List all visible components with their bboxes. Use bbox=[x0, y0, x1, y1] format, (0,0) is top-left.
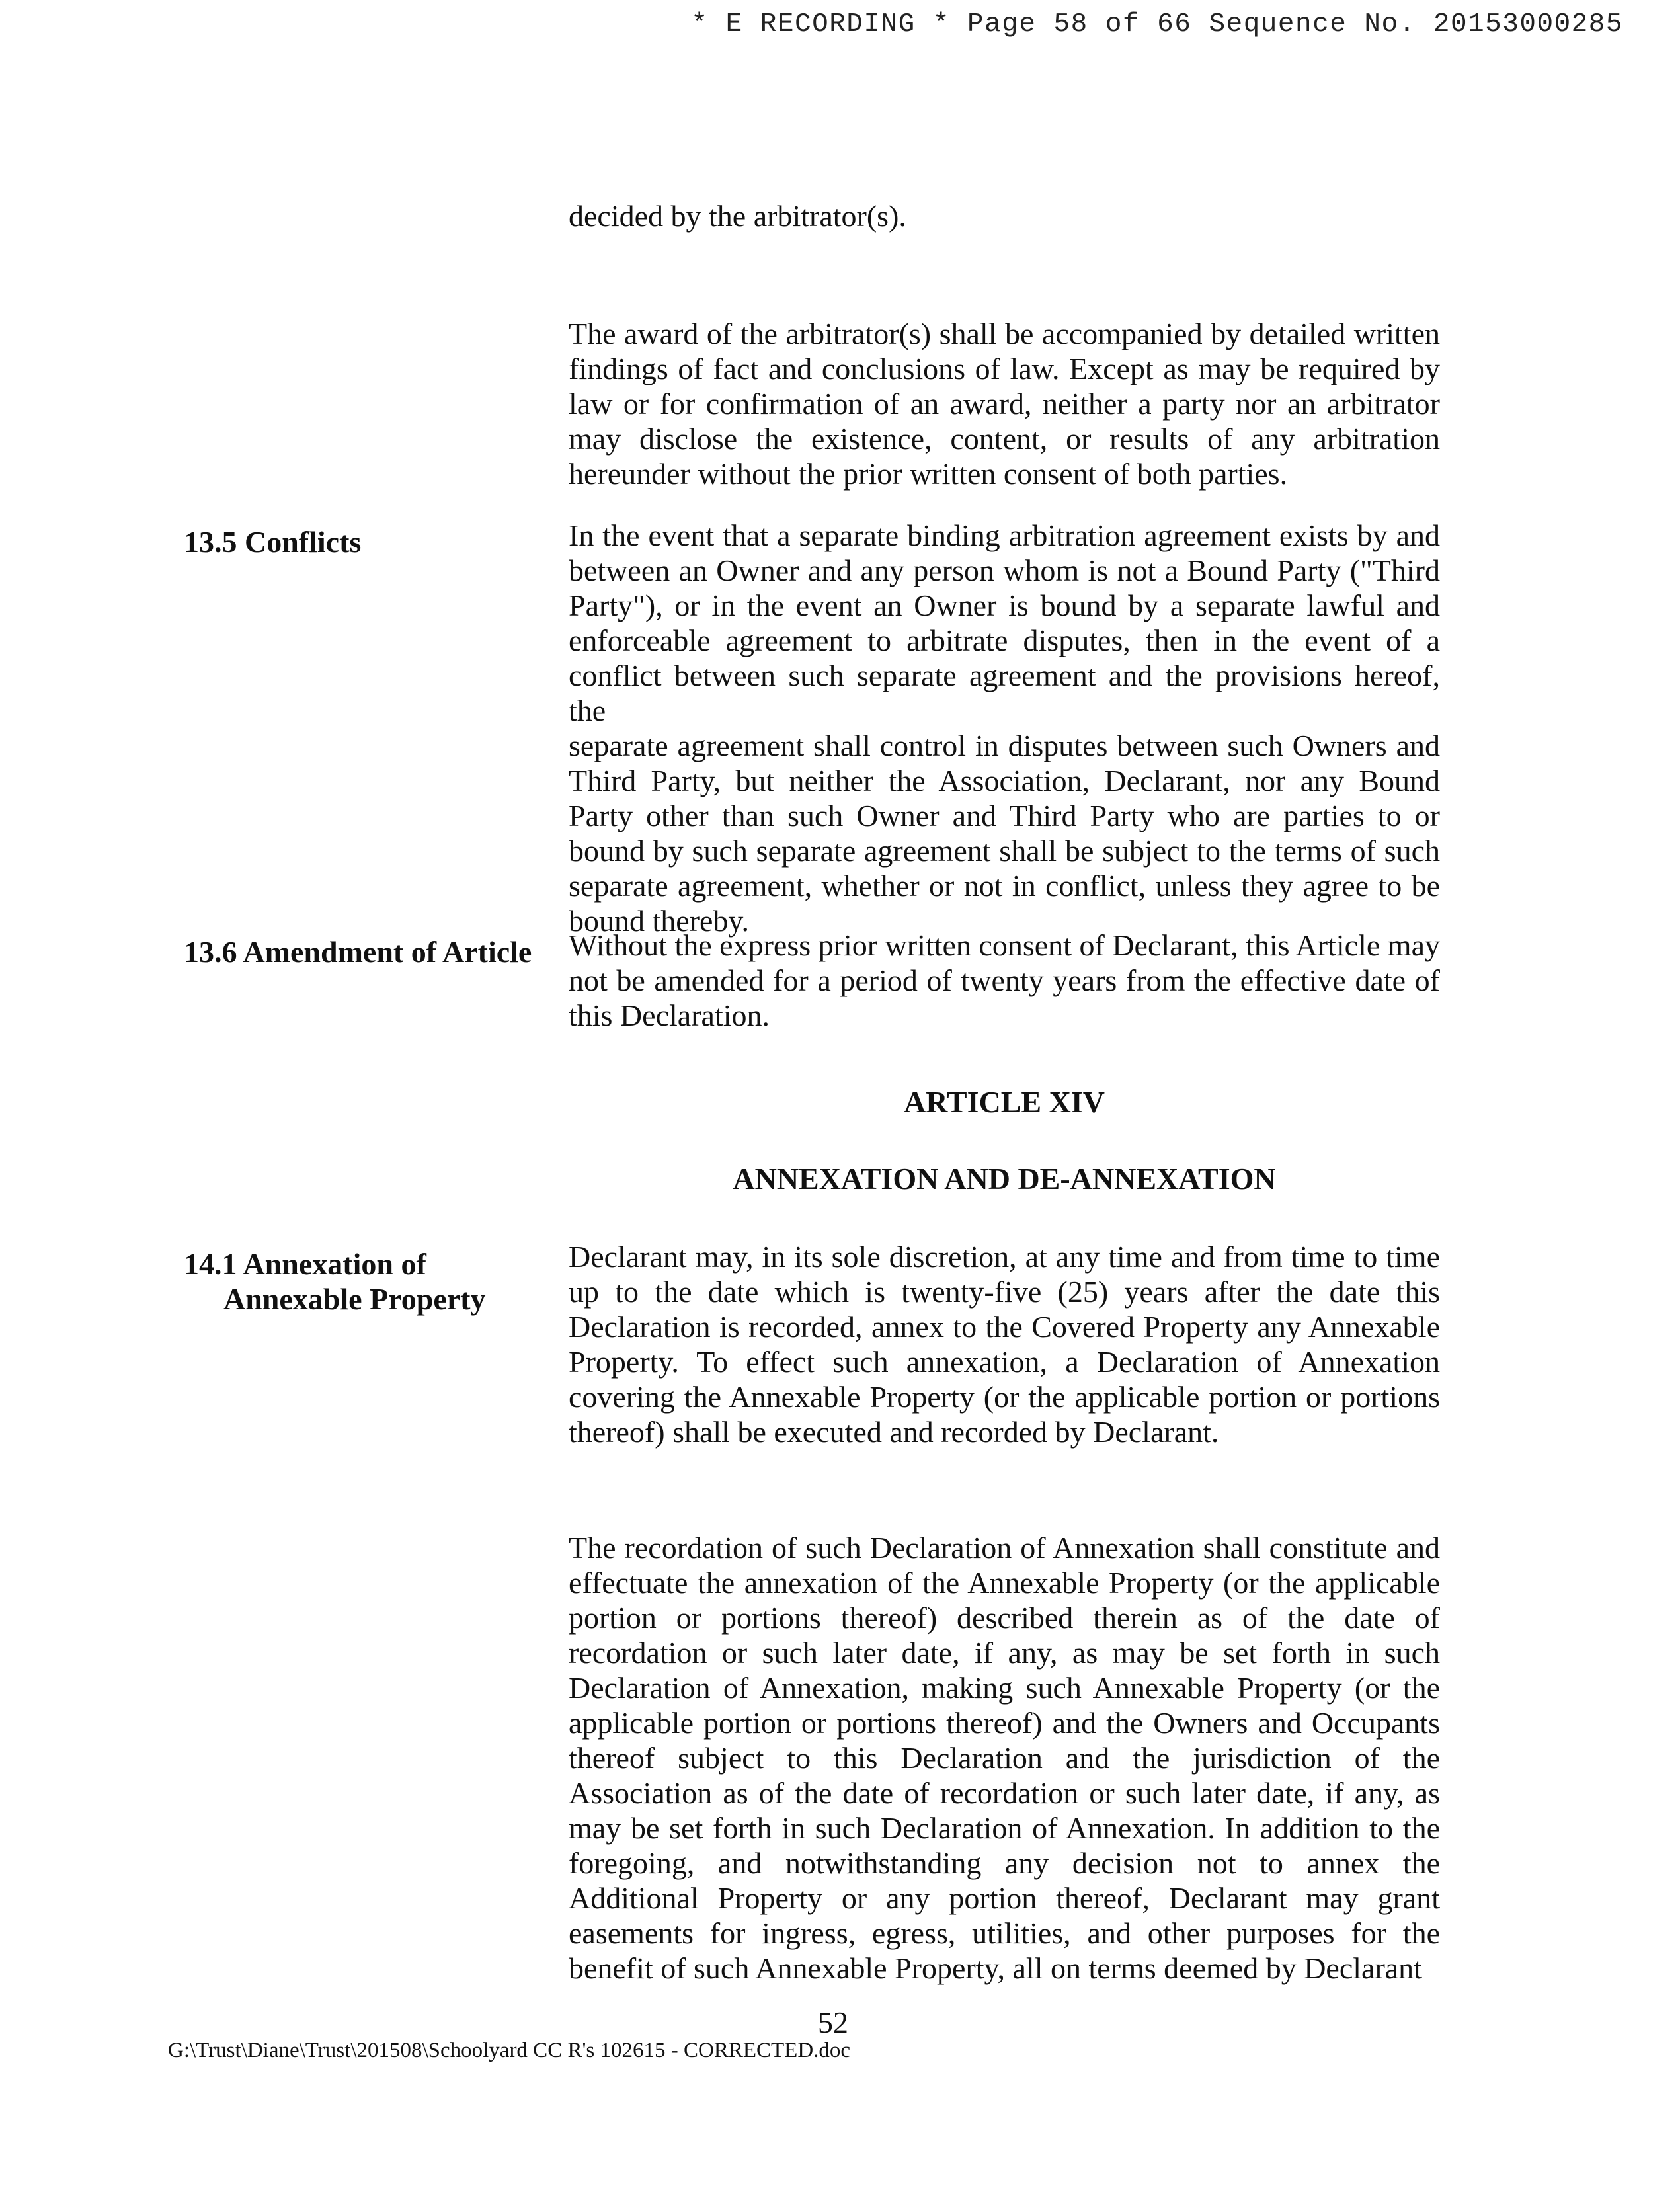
text-line: up to the date which is twenty-five (25) years after the date this bbox=[569, 1275, 1440, 1309]
text-line: bound by such separate agreement shall be subject to the terms of such bbox=[569, 834, 1440, 868]
article-number: ARTICLE XIV bbox=[904, 1085, 1105, 1119]
text-line: Declaration is recorded, annex to the Covered Property any Annexable bbox=[569, 1310, 1440, 1344]
text-line: conflict between such separate agreement and the provisions hereof, the bbox=[569, 659, 1440, 727]
text-line: decided by the arbitrator(s). bbox=[569, 199, 906, 233]
text-line: between an Owner and any person whom is not a Bound Party ("Third bbox=[569, 553, 1440, 587]
text-line: Additional Property or any portion thereof, Declarant may grant bbox=[569, 1881, 1440, 1915]
paragraph-amendment bbox=[569, 928, 1440, 1033]
text-line: this Declaration. bbox=[569, 998, 770, 1032]
paragraph-continuation bbox=[569, 198, 1440, 233]
text-line: law or for confirmation of an award, neither a party nor an arbitrator bbox=[569, 387, 1440, 421]
text-line: foregoing, and notwithstanding any decision not to annex the bbox=[569, 1846, 1440, 1880]
text-line: The recordation of such Declaration of Annexation shall constitute and bbox=[569, 1531, 1440, 1564]
paragraph-conflicts bbox=[569, 518, 1440, 938]
text-line: may disclose the existence, content, or results of any arbitration bbox=[569, 422, 1440, 456]
text-line: Party"), or in the event an Owner is bound by a separate lawful and bbox=[569, 588, 1440, 622]
section-heading-14-1-line2: Annexable Property bbox=[223, 1282, 486, 1316]
text-line: separate agreement shall control in disputes between such Owners and bbox=[569, 729, 1440, 762]
text-line: easements for ingress, egress, utilities, and other purposes for the bbox=[569, 1916, 1440, 1950]
text-line: In the event that a separate binding arbitration agreement exists by and bbox=[569, 518, 1440, 552]
text-line: bound thereby. bbox=[569, 904, 749, 938]
text-line: The award of the arbitrator(s) shall be accompanied by detailed written bbox=[569, 317, 1440, 350]
text-line: Property. To effect such annexation, a Declaration of Annexation bbox=[569, 1345, 1440, 1379]
text-line: separate agreement, whether or not in conflict, unless they agree to be bbox=[569, 869, 1440, 903]
text-line: thereof subject to this Declaration and the jurisdiction of the bbox=[569, 1741, 1440, 1775]
paragraph-award bbox=[569, 316, 1440, 491]
section-heading-13-6: 13.6 Amendment of Article bbox=[184, 935, 532, 969]
text-line: Association as of the date of recordation or such later date, if any, as bbox=[569, 1776, 1440, 1810]
text-line: applicable portion or portions thereof) and the Owners and Occupants bbox=[569, 1706, 1440, 1740]
text-line: enforceable agreement to arbitrate disputes, then in the event of a bbox=[569, 624, 1440, 657]
text-line: effectuate the annexation of the Annexable Property (or the applicable bbox=[569, 1566, 1440, 1600]
footer-file-path: G:\Trust\Diane\Trust\201508\Schoolyard CC R's 102615 - CORRECTED.doc bbox=[168, 2039, 851, 2062]
text-line: benefit of such Annexable Property, all on terms deemed by Declarant bbox=[569, 1951, 1422, 1985]
text-line: Third Party, but neither the Association, Declarant, nor any Bound bbox=[569, 764, 1440, 797]
text-line: Declaration of Annexation, making such Annexable Property (or the bbox=[569, 1671, 1440, 1705]
text-line: Party other than such Owner and Third Party who are parties to or bbox=[569, 799, 1440, 832]
text-line: not be amended for a period of twenty years from the effective date of bbox=[569, 963, 1440, 997]
section-heading-13-5: 13.5 Conflicts bbox=[184, 525, 362, 559]
text-line: thereof) shall be executed and recorded by Declarant. bbox=[569, 1415, 1219, 1449]
text-line: recordation or such later date, if any, as may be set forth in such bbox=[569, 1636, 1440, 1670]
text-line: Without the express prior written consent of Declarant, this Article may bbox=[569, 928, 1440, 962]
article-title: ANNEXATION AND DE-ANNEXATION bbox=[733, 1162, 1276, 1195]
text-line: Declarant may, in its sole discretion, at any time and from time to time bbox=[569, 1240, 1440, 1274]
text-line: findings of fact and conclusions of law. Except as may be required by bbox=[569, 352, 1440, 385]
page-number: 52 bbox=[818, 2006, 848, 2039]
text-line: portion or portions thereof) described therein as of the date of bbox=[569, 1601, 1440, 1635]
recording-header: * E RECORDING * Page 58 of 66 Sequence No. 20153000285 bbox=[691, 9, 1623, 40]
paragraph-annexation bbox=[569, 1239, 1440, 1449]
text-line: hereunder without the prior written consent of both parties. bbox=[569, 457, 1288, 491]
text-line: covering the Annexable Property (or the applicable portion or portions bbox=[569, 1380, 1440, 1414]
section-heading-14-1 bbox=[184, 1246, 554, 1317]
section-heading-14-1-line1: 14.1 Annexation of bbox=[184, 1247, 426, 1281]
text-line: may be set forth in such Declaration of Annexation. In addition to the bbox=[569, 1811, 1440, 1845]
paragraph-recordation bbox=[569, 1530, 1440, 1986]
